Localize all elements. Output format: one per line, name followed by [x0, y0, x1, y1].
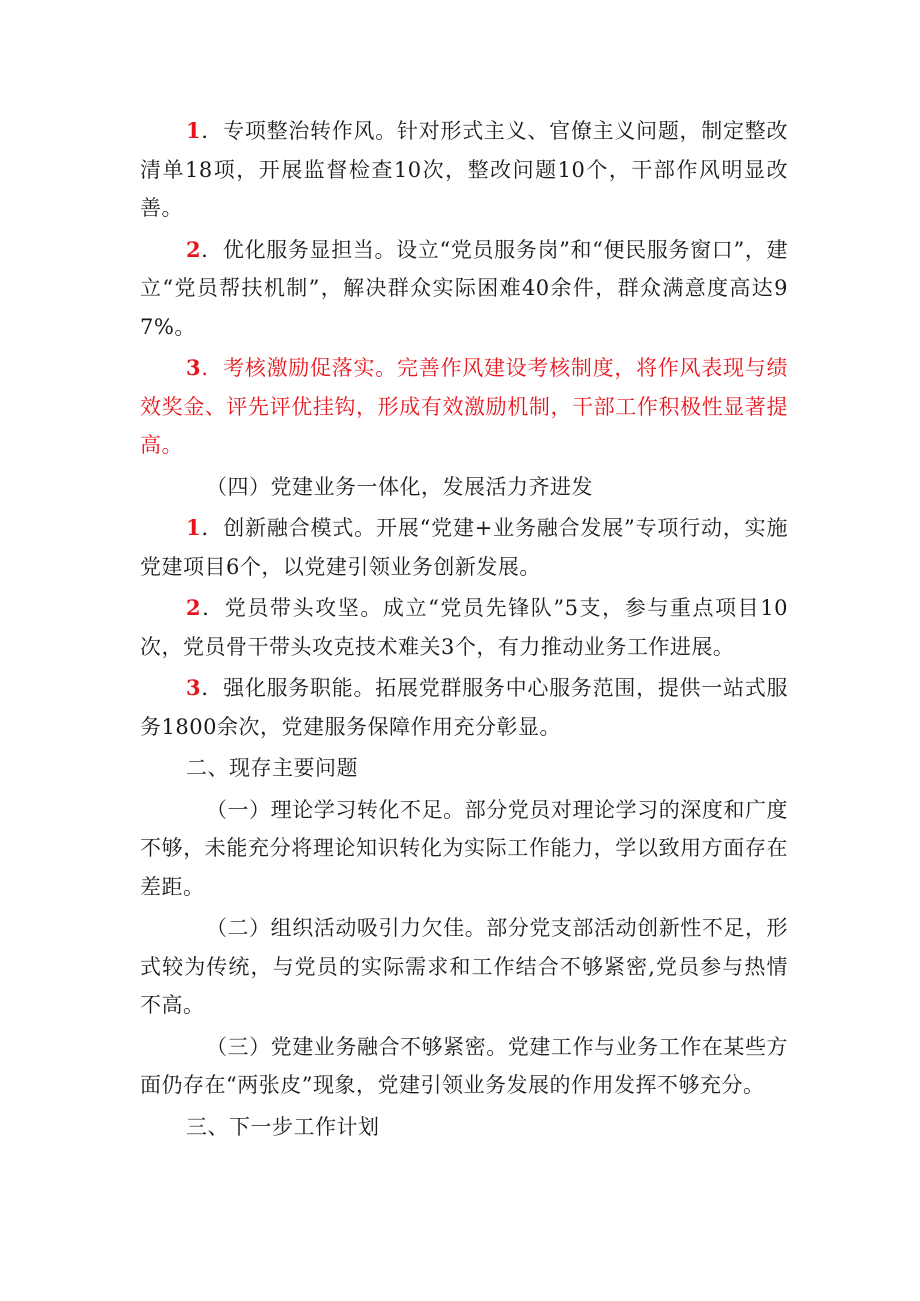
item-text: ．优化服务显担当。设立“党员服务岗”和“便民服务窗口”，建立“党员帮扶机制”，解决群众实际困难40余件，群众满意度高达97%。	[140, 237, 788, 339]
item-1-rectify-style	[140, 112, 788, 228]
item-text: ．党员带头攻坚。成立“党员先锋队”5支，参与重点项目10次，党员骨干带头攻克技术难关3个，有力推动业务工作进展。	[140, 596, 788, 659]
section-heading-3	[140, 1108, 788, 1147]
problem-2-organization-activity	[140, 909, 788, 1025]
item-number: 1	[186, 515, 202, 540]
item-text: ．考核激励促落实。完善作风建设考核制度，将作风表现与绩效奖金、评先评优挂钩，形成有效激励机制，干部工作积极性显著提高。	[140, 356, 788, 457]
problem-1-theory-study	[140, 791, 788, 907]
item-text: ．创新融合模式。开展“党建+业务融合发展”专项行动，实施党建项目6个，以党建引领业务创新发展。	[140, 516, 788, 579]
item-number: 2	[186, 236, 202, 262]
problem-text: （三）党建业务融合不够紧密。党建工作与业务工作在某些方面仍存在“两张皮”现象，党建引领业务发展的作用发挥不够充分。	[140, 1034, 788, 1097]
item-3-service-function	[140, 669, 788, 746]
item-2-party-vanguard	[140, 589, 788, 666]
item-number: 2	[186, 595, 202, 620]
document-page	[140, 112, 788, 1146]
section-heading-2	[140, 749, 788, 788]
item-number: 1	[186, 118, 202, 143]
problem-3-integration	[140, 1028, 788, 1105]
item-number: 3	[186, 675, 202, 700]
item-1-innovation-model	[140, 509, 788, 586]
problem-text: （二）组织活动吸引力欠佳。部分党支部活动创新性不足，形式较为传统，与党员的实际需求和工作结合不够紧密,党员参与热情不高。	[140, 916, 788, 1017]
subsection-heading-4	[140, 468, 788, 507]
item-3-assessment-incentive	[140, 349, 788, 465]
problem-text: （一）理论学习转化不足。部分党员对理论学习的深度和广度不够，未能充分将理论知识转化为实际工作能力，学以致用方面存在差距。	[140, 797, 788, 899]
item-2-optimize-service	[140, 231, 788, 347]
heading-text: 三、下一步工作计划	[186, 1114, 380, 1139]
item-text: ．强化服务职能。拓展党群服务中心服务范围，提供一站式服务1800余次，党建服务保障作用充分彰显。	[140, 676, 788, 739]
heading-text: 二、现存主要问题	[186, 756, 358, 780]
heading-text: （四）党建业务一体化，发展活力齐进发	[206, 474, 593, 499]
item-number: 3	[186, 355, 202, 380]
item-text: ．专项整治转作风。针对形式主义、官僚主义问题，制定整改清单18项，开展监督检查10次，整改问题10个，干部作风明显改善。	[140, 119, 788, 220]
